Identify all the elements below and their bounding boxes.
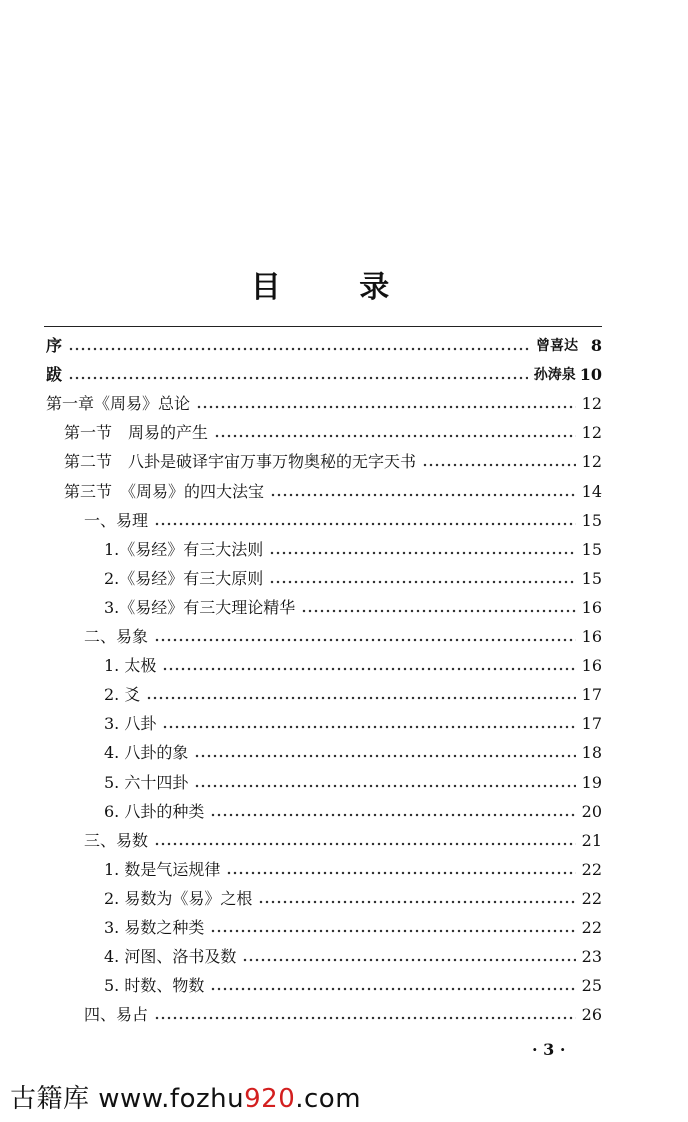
toc-entry-page: 26 (581, 1005, 602, 1024)
toc-entry (104, 770, 602, 796)
toc-entry (104, 886, 602, 912)
toc-entry-label: 序 (46, 336, 63, 355)
toc-entry-author: 孙涛泉 (533, 367, 576, 383)
title-divider (44, 326, 602, 327)
toc-entry-label: 3. 八卦 (104, 714, 157, 733)
toc-entry-page: 22 (581, 860, 602, 879)
toc-entry-page: 22 (581, 918, 602, 937)
dot-leader (68, 371, 528, 381)
toc-entry (104, 566, 602, 592)
toc-entry-page: 10 (579, 365, 602, 384)
toc-entry-page: 15 (581, 511, 602, 530)
toc-entry-page: 12 (581, 394, 602, 413)
toc-entry-label: 1. 太极 (104, 656, 157, 675)
dot-leader (154, 517, 576, 527)
toc-entry-page: 20 (581, 802, 602, 821)
toc-entry (84, 508, 602, 534)
toc-entry (64, 479, 602, 505)
dot-leader (154, 1011, 576, 1021)
toc-entry-page: 15 (581, 569, 602, 588)
toc-entry (104, 711, 602, 737)
dot-leader (196, 400, 576, 410)
dot-leader (194, 779, 575, 789)
dot-leader (146, 691, 575, 701)
toc-entry-label: 四、易占 (84, 1005, 149, 1024)
toc-entry (104, 944, 602, 970)
toc-entry-label: 5. 六十四卦 (104, 773, 189, 792)
dot-leader (214, 429, 576, 439)
toc-entry-page: 12 (581, 452, 602, 471)
toc-entry-label: 1.《易经》有三大法则 (104, 540, 264, 559)
toc-entry-label: 3. 易数之种类 (104, 918, 205, 937)
toc-entry (104, 682, 602, 708)
toc-entry-page: 16 (581, 656, 602, 675)
toc-entry-label: 2. 爻 (104, 685, 141, 704)
dot-leader (210, 808, 575, 818)
toc-entry-label: 跋 (46, 365, 63, 384)
toc-entry (104, 595, 602, 621)
dot-leader (68, 342, 530, 352)
toc-entry-label: 4. 八卦的象 (104, 743, 189, 762)
toc-entry-label: 三、易数 (84, 831, 149, 850)
toc-entry-page: 18 (581, 743, 602, 762)
toc-entry-page: 19 (581, 773, 602, 792)
toc-entry (84, 624, 602, 650)
toc-entry (104, 653, 602, 679)
toc-entry-page: 21 (581, 831, 602, 850)
dot-leader (210, 924, 575, 934)
toc-entry-page: 15 (581, 540, 602, 559)
dot-leader (226, 866, 575, 876)
dot-leader (269, 575, 575, 585)
toc-entry (84, 1002, 602, 1028)
toc-entry-label: 第三节 《周易》的四大法宝 (64, 482, 265, 501)
toc-entry-page: 22 (581, 889, 602, 908)
toc-entry-page: 17 (581, 714, 602, 733)
toc-entry-label: 第一章《周易》总论 (46, 394, 191, 413)
toc-entry (46, 391, 602, 417)
toc-entry (46, 333, 602, 359)
toc-entry-page: 23 (581, 947, 602, 966)
toc-entry-page: 14 (581, 482, 602, 501)
toc-entry (104, 857, 602, 883)
toc-entry-label: 2.《易经》有三大原则 (104, 569, 264, 588)
page-title: 目 录 (250, 270, 424, 305)
toc-entry-page: 25 (581, 976, 602, 995)
toc-entry-page: 16 (581, 627, 602, 646)
dot-leader (258, 895, 575, 905)
toc-entry-page: 16 (581, 598, 602, 617)
toc-entry-label: 2. 易数为《易》之根 (104, 889, 253, 908)
toc-entry-label: 3.《易经》有三大理论精华 (104, 598, 296, 617)
toc-entry-label: 第二节 八卦是破译宇宙万事万物奥秘的无字天书 (64, 452, 417, 471)
dot-leader (194, 749, 575, 759)
toc-entry-label: 5. 时数、物数 (104, 976, 205, 995)
toc-entry-label: 第一节 周易的产生 (64, 423, 209, 442)
dot-leader (154, 633, 576, 643)
toc-entry (84, 828, 602, 854)
toc-entry-page: 8 (590, 336, 602, 355)
page-number: · 3 · (532, 1040, 566, 1059)
watermark-prefix: 古籍库 www.fozhu (10, 1084, 245, 1114)
toc-entry-label: 1. 数是气运规律 (104, 860, 221, 879)
toc-entry (104, 799, 602, 825)
dot-leader (422, 458, 576, 468)
toc-entry (104, 973, 602, 999)
toc-entry (104, 915, 602, 941)
watermark-suffix: .com (295, 1084, 362, 1114)
toc-entry-page: 17 (581, 685, 602, 704)
dot-leader (210, 982, 575, 992)
dot-leader (270, 488, 576, 498)
toc-entry (46, 362, 602, 388)
watermark-highlight: 920 (244, 1084, 296, 1114)
dot-leader (162, 720, 575, 730)
toc-entry-label: 6. 八卦的种类 (104, 802, 205, 821)
dot-leader (269, 546, 575, 556)
dot-leader (162, 662, 575, 672)
toc-entry-label: 4. 河图、洛书及数 (104, 947, 237, 966)
toc-entry (104, 740, 602, 766)
toc-entry (64, 420, 602, 446)
watermark (10, 1078, 361, 1115)
toc-entry-page: 12 (581, 423, 602, 442)
toc-entry-author: 曾喜达 (536, 338, 578, 354)
dot-leader (242, 953, 575, 963)
toc-entry (104, 537, 602, 563)
toc-entry-label: 二、易象 (84, 627, 149, 646)
dot-leader (301, 604, 575, 614)
toc-entry-label: 一、易理 (84, 511, 149, 530)
toc-entry (64, 449, 602, 475)
dot-leader (154, 837, 576, 847)
